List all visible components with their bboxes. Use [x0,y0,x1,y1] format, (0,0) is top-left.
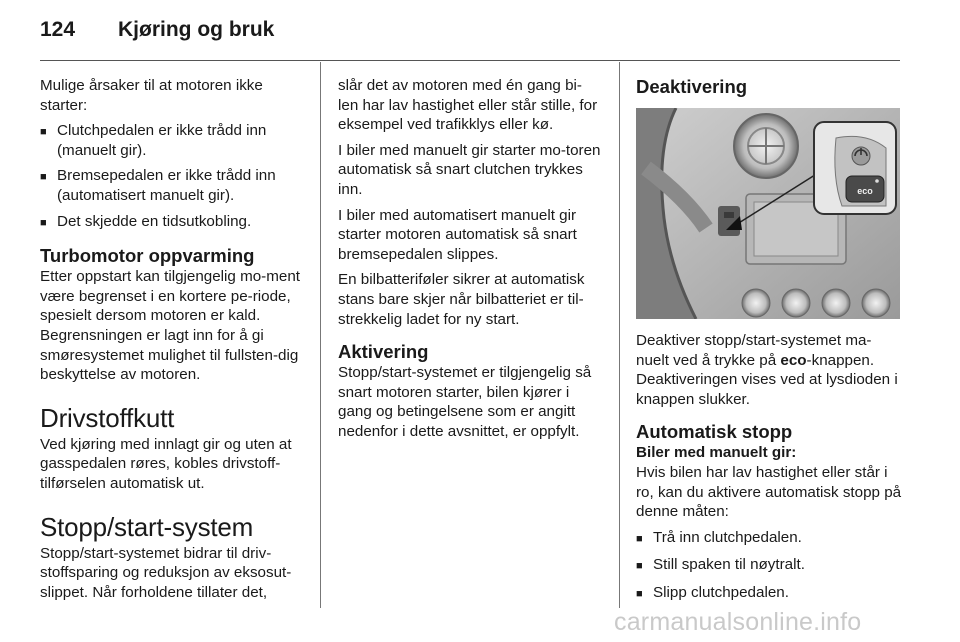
eco-term: eco [780,351,807,369]
bullet-square-icon: ■ [636,532,643,545]
manual-gear-text: Hvis bilen har lav hastighet eller står i ro, kan du aktivere automatisk stopp på denne måten: [636,463,902,521]
intro-text: Mulige årsaker til at motoren ikke starter: [40,77,263,114]
manual-gear-subheading: Biler med manuelt gir: [636,444,797,462]
bullet-square-icon: ■ [40,171,47,184]
watermark: carmanualsonline.info [614,608,862,636]
fuel-cut-text: Ved kjøring med innlagt gir og uten at gasspedalen røres, kobles drivstoff-tilførselen automatisk ut. [40,435,292,492]
page-header [40,18,274,48]
page-number: 124 [40,18,76,41]
header-rule [40,60,900,61]
deactivation-heading: Deaktivering [636,76,748,97]
bullet-square-icon: ■ [636,587,643,600]
paragraph: slår det av motoren med én gang bi-len har lav hastighet eller står stille, for eksempel ved trafikklys eller kø. [338,77,598,134]
auto-stop-heading: Automatisk stopp [636,421,793,443]
list-item: ■ Still spaken til nøytralt. [636,555,902,577]
fuel-cut-heading: Drivstoffkutt [40,402,175,433]
bullet-square-icon: ■ [40,126,47,139]
bullet-square-icon: ■ [40,216,47,229]
stop-start-text: Stopp/start-systemet bidrar til driv-stoffsparing og reduksjon av eksosut-slippet. Når forholdene tillater det, [40,544,292,601]
turbo-heading: Turbomotor oppvarming [40,245,255,267]
stop-start-heading: Stopp/start-system [40,511,254,542]
deactivation-text: Deaktiver stopp/start-systemet ma-nuelt ved å trykke på eco-knappen. Deaktiveringen vises ved at lysdioden i knappen slukker. [636,332,898,408]
column-divider-2 [619,62,620,608]
bullet-square-icon: ■ [636,560,643,573]
paragraph: I biler med automatisert manuelt gir starter motoren automatisk så snart bremsepedalen slippes. [338,206,577,263]
column-3 [636,76,902,605]
column-1 [40,76,306,602]
paragraph: I biler med manuelt gir starter mo-toren automatisk så snart clutchen trykkes inn. [338,141,601,198]
list-item: ■ Det skjedde en tidsutkobling. [40,212,306,234]
column-2 [338,76,602,442]
turbo-text: Etter oppstart kan tilgjengelig mo-ment være begrenset i en kortere pe-riode, spesielt dersom motoren er kald. Begrensningen er lagt inn for å gi smøresystemet mulighet til fullsten-dig beskyttelse av motoren. [40,268,301,384]
list-item: ■ Trå inn clutchpedalen. [636,528,902,550]
list-item: ■ Clutchpedalen er ikke trådd inn (manuelt gir). [40,122,267,159]
activation-text: Stopp/start-systemet er tilgjengelig så snart motoren starter, bilen kjører i gang og betingelsene som er angitt nedenfor i dette avsnittet, er oppfylt. [338,364,592,440]
list-item: ■ Bremsepedalen er ikke trådd inn (automatisert manuelt gir). [40,167,276,204]
dashboard-eco-button-illustration [636,108,900,319]
list-item: ■ Slipp clutchpedalen. [636,583,902,605]
running-head: Kjøring og bruk [118,18,275,41]
paragraph: En bilbatteriføler sikrer at automatisk stans bare skjer når bilbatteriet er til-strekkelig ladet for ny start. [338,271,585,328]
column-divider-1 [320,62,321,608]
activation-heading: Aktivering [338,341,429,363]
eco-button-label: eco [857,186,873,196]
